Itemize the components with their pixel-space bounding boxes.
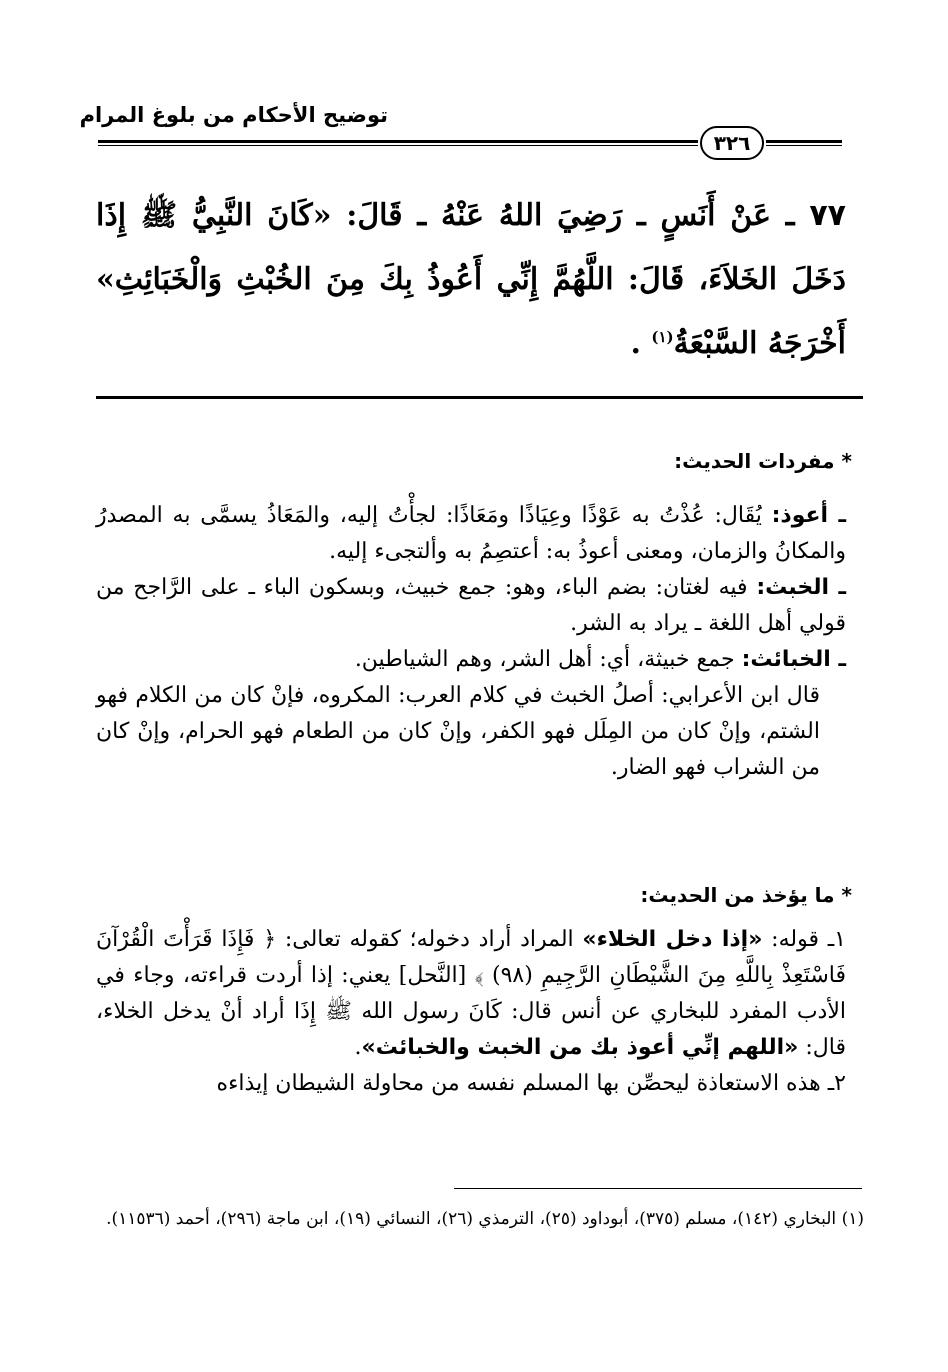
hadith-text: ـ عَنْ أَنَسٍ ـ رَضِيَ اللهُ عَنْهُ ـ قَالَ: «كَانَ النَّبِيُّ ﷺ إِذَا دَخَلَ الخَلاَءَ، قَالَ: اللَّهُمَّ إِنِّي أَعُوذُ بِكَ مِنَ الخُبْثِ وَالْخَبَائِثِ» أَخْرَجَهُ السَّبْعَةُ bbox=[96, 198, 846, 361]
section-heading-vocabulary: * مفردات الحديث: bbox=[674, 449, 852, 473]
hadith-end: . bbox=[630, 326, 641, 361]
book-title: توضيح الأحكام من بلوغ المرام bbox=[79, 103, 388, 127]
footnote-reference: (١) bbox=[651, 328, 674, 346]
vocabulary-item bbox=[96, 498, 846, 570]
vocabulary-definition: يُقَال: عُذْتُ به عَوْذًا وعِيَاذًا ومَعَاذًا: لجأْتُ إليه، والمَعَاذُ يسمَّى به المصدرُ والمكانُ والزمان، ومعنى أعوذُ به: أعتصِمُ به وألتجىء إليه. bbox=[96, 503, 846, 564]
page-number: ٣٢٦ bbox=[700, 126, 764, 160]
section-separator bbox=[96, 396, 863, 399]
vocabulary-term: ـ أعوذ: bbox=[771, 503, 846, 528]
section-heading-lessons: * ما يؤخذ من الحديث: bbox=[640, 883, 852, 907]
footnote-text: البخاري (١٤٢)، مسلم (٣٧٥)، أبوداود (٢٥)، الترمذي (٢٦)، النسائي (١٩)، ابن ماجة (٢٩٦)، أحمد (١١٥٣٦). bbox=[106, 1209, 837, 1229]
lesson-number: ١ـ قوله: bbox=[771, 927, 846, 952]
vocabulary-item bbox=[96, 570, 846, 642]
hadith-number: ٧٧ bbox=[809, 198, 846, 233]
lesson-item bbox=[96, 922, 846, 1066]
vocabulary-term: ـ الخبائث: bbox=[741, 647, 846, 672]
hadith-text-block bbox=[96, 184, 846, 376]
vocabulary-item bbox=[96, 642, 846, 678]
lesson-item: ٢ـ هذه الاستعاذة ليحصِّن بها المسلم نفسه من محاولة الشيطان إيذاءه bbox=[216, 1071, 846, 1096]
vocabulary-definition: جمع خبيثة، أي: أهل الشر، وهم الشياطين. bbox=[354, 647, 735, 672]
header-rule bbox=[766, 140, 842, 146]
footnote-rule bbox=[454, 1188, 862, 1189]
header-rule bbox=[98, 140, 698, 146]
vocabulary-definition: فيه لغتان: بضم الباء، وهو: جمع خبيث، وبسكون الباء ـ على الرَّاجح من قولي أهل اللغة ـ يراد به الشر. bbox=[96, 575, 846, 636]
lessons-section bbox=[96, 922, 846, 1102]
footnote-marker: (١) bbox=[841, 1209, 864, 1229]
footnote bbox=[86, 1204, 864, 1234]
lesson-quote: «إذا دخل الخلاء» bbox=[582, 927, 763, 952]
ibn-arabi-paragraph: قال ابن الأعرابي: أصلُ الخبث في كلام العرب: المكروه، فإنْ كان من الكلام فهو الشتم، وإنْ كان من المِلَل فهو الكفر، وإنْ كان من الطعام فهو الحرام، وإنْ كان من الشراب فهو الضار. bbox=[96, 683, 820, 780]
vocabulary-term: ـ الخبث: bbox=[756, 575, 846, 600]
vocabulary-section bbox=[96, 498, 846, 786]
lesson-text: المراد أراد دخوله؛ كقوله تعالى: ﴿ فَإِذَا قَرَأْتَ الْقُرْآنَ فَاسْتَعِذْ بِاللَّهِ مِنَ الشَّيْطَانِ الرَّجِيمِ (٩٨) ﴾ [النَّحل] يعني: إذا أردت قراءته، وجاء في الأدب المفرد للبخاري عن أنس قال: كَانَ رسول الله ﷺ إِذَا أراد أنْ يدخل الخلاء، قال: bbox=[96, 927, 846, 1060]
lesson-dua: «اللهم إنِّي أعوذ بك من الخبث والخبائث» bbox=[361, 1035, 799, 1060]
lesson-end: . bbox=[354, 1035, 362, 1060]
